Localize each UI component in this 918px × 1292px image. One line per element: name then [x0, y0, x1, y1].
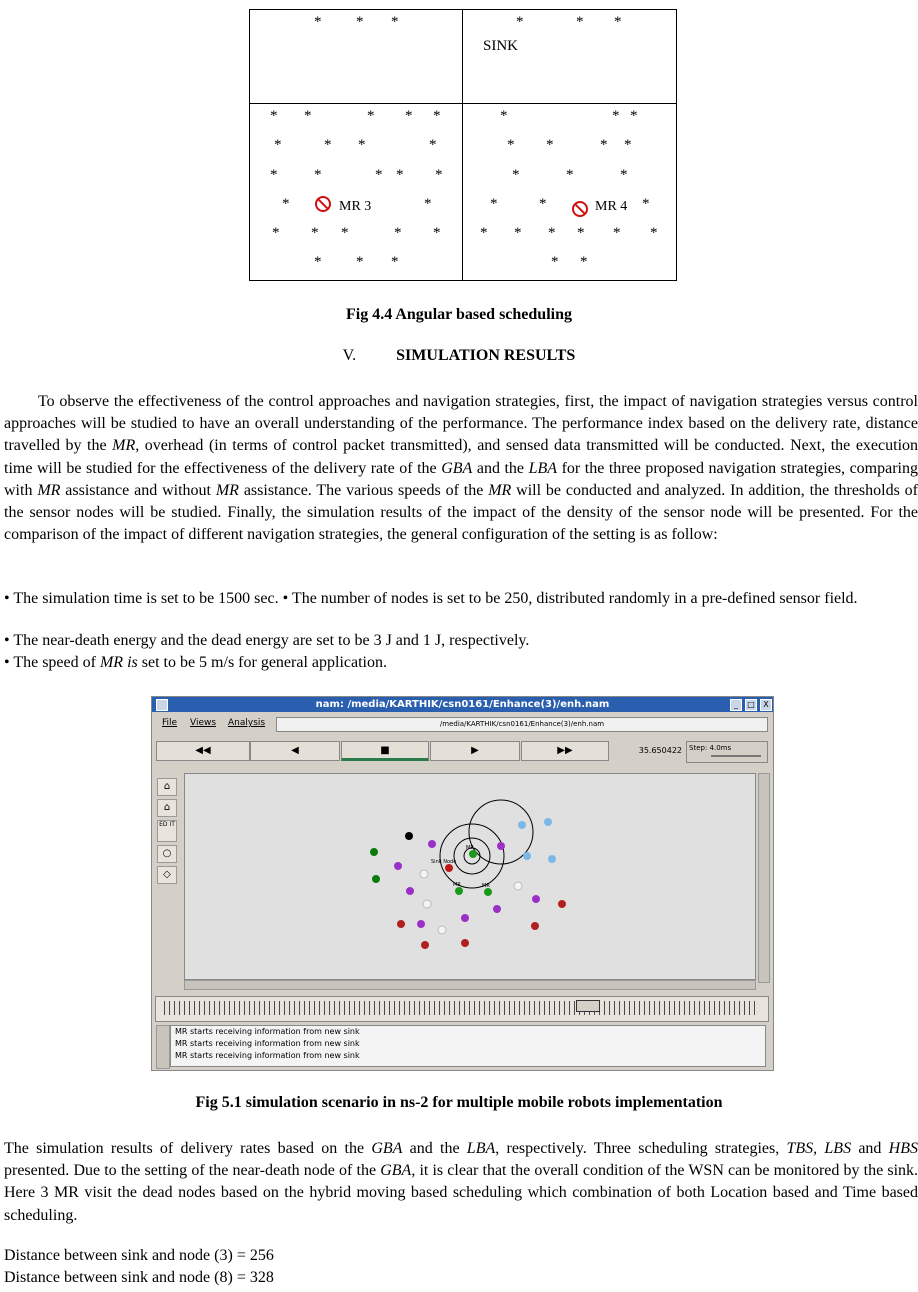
tool-palette: [157, 775, 179, 911]
sensor-star: *: [341, 225, 349, 241]
sensor-star: *: [500, 108, 508, 124]
mr-node-label: MR: [453, 882, 461, 888]
sensor-star: *: [314, 167, 322, 183]
sensor-star: *: [612, 108, 620, 124]
mobile-robot-node: [484, 888, 492, 896]
log-line: MR starts receiving information from new sink: [175, 1039, 360, 1048]
sensor-node: [372, 875, 380, 883]
timeline-ticks: [164, 1001, 759, 1015]
zoom-tool-icon[interactable]: ⌂: [157, 799, 177, 817]
play-button[interactable]: ▶: [430, 741, 520, 761]
sink-node-label: Sink Node: [431, 859, 457, 865]
sensor-node: [405, 832, 413, 840]
canvas-horizontal-scrollbar[interactable]: [184, 980, 756, 990]
menubar: [154, 715, 771, 733]
mobile-robot-node: [455, 887, 463, 895]
sensor-star: *: [391, 14, 399, 30]
log-line: MR starts receiving information from new sink: [175, 1051, 360, 1060]
grid-divider-horizontal: [250, 103, 676, 104]
circle-tool-icon[interactable]: ○: [157, 845, 177, 863]
sensor-star: *: [613, 225, 621, 241]
sensor-star: *: [304, 108, 312, 124]
fast-forward-button[interactable]: ▶▶: [521, 741, 609, 761]
sensor-node: [428, 840, 436, 848]
edit-tool-button[interactable]: ED IT: [157, 820, 177, 842]
sensor-star: *: [433, 108, 441, 124]
sensor-node: [497, 842, 505, 850]
event-log: [170, 1025, 766, 1067]
mobile-robot-node: [469, 850, 477, 858]
sensor-star: *: [512, 167, 520, 183]
log-scrollbar[interactable]: [156, 1025, 170, 1069]
sensor-star: *: [282, 196, 290, 212]
sensor-star: *: [433, 225, 441, 241]
sensor-node: [523, 852, 531, 860]
sensor-star: *: [324, 137, 332, 153]
sensor-star: *: [394, 225, 402, 241]
sensor-star: *: [435, 167, 443, 183]
sensor-node: [406, 887, 414, 895]
bullet-2: • The near-death energy and the dead energy are set to be 3 J and 1 J, respectively.: [4, 632, 530, 649]
sensor-star: *: [566, 167, 574, 183]
sensor-star: *: [614, 14, 622, 30]
sensor-star: *: [630, 108, 638, 124]
fig44-grid: [249, 9, 677, 281]
menu-file[interactable]: File: [162, 718, 178, 728]
sensor-nodes: [370, 818, 566, 949]
stop-button[interactable]: ■: [341, 741, 429, 761]
select-tool-icon[interactable]: ⌂: [157, 778, 177, 796]
sensor-star: *: [274, 137, 282, 153]
sensor-star: *: [311, 225, 319, 241]
timeline-slider[interactable]: [155, 996, 769, 1022]
close-button[interactable]: X: [760, 699, 772, 711]
sensor-node: [518, 821, 526, 829]
sensor-node: [558, 900, 566, 908]
sensor-star: *: [356, 14, 364, 30]
sink-label: SINK: [483, 38, 519, 54]
bullet-3: • The speed of MR is set to be 5 m/s for general application.: [4, 654, 387, 671]
sensor-star: *: [507, 137, 515, 153]
mobile-robot-icon: [315, 196, 331, 212]
mobile-robot-icon: [572, 201, 588, 217]
sensor-star: *: [367, 108, 375, 124]
sensor-node: [531, 922, 539, 930]
distance-line-2: Distance between sink and node (8) = 328: [4, 1269, 274, 1286]
paragraph-1: To observe the effectiveness of the control approaches and navigation strategies, first, the impact of navigation strategies versus control approaches will be studied to have an overall understanding of the performance. The performance index based on the delivery rate, distance travelled by the MR, overhead (in terms of control packet transmitted), and sensed data transmitted will be conducted. Next, the execution time will be studied for the effectiveness of the delivery rate of the GBA and the LBA for the three proposed navigation strategies, comparing with MR assistance and without MR assistance. The various speeds of the MR will be conducted and analyzed. In addition, the thresholds of the sensor nodes will be studied. Finally, the simulation results of the impact of the density of the sensor node will be presented. For the comparison of the impact of different navigation strategies, the general configuration of the setting is as follow:: [4, 393, 918, 544]
mr-node-label: MR: [482, 883, 490, 889]
sensor-star: *: [546, 137, 554, 153]
maximize-button[interactable]: □: [745, 699, 757, 711]
network-topology: [185, 774, 755, 979]
sensor-node: [532, 895, 540, 903]
step-slider-track[interactable]: [711, 755, 761, 757]
sensor-node: [544, 818, 552, 826]
window-menu-icon[interactable]: [156, 699, 168, 711]
mr4-label: MR 4: [595, 199, 628, 214]
sensor-star: *: [424, 196, 432, 212]
sensor-star: *: [396, 167, 404, 183]
sensor-star: *: [600, 137, 608, 153]
sensor-star: *: [391, 254, 399, 270]
step-slider[interactable]: [686, 741, 768, 763]
sensor-star: *: [270, 167, 278, 183]
sensor-star: *: [270, 108, 278, 124]
step-label: Step: 4.0ms: [689, 744, 732, 752]
sensor-star: *: [576, 14, 584, 30]
sensor-star: *: [490, 196, 498, 212]
fig51-caption: Fig 5.1 simulation scenario in ns-2 for multiple mobile robots implementation: [195, 1094, 723, 1111]
simulation-canvas[interactable]: [184, 773, 756, 980]
file-path-field: /media/KARTHIK/csn0161/Enhance(3)/enh.nam: [276, 717, 768, 732]
section-number: V.: [342, 347, 357, 364]
diamond-tool-icon[interactable]: ◇: [157, 866, 177, 884]
sensor-star: *: [356, 254, 364, 270]
sensor-star: *: [539, 196, 547, 212]
sensor-star: *: [620, 167, 628, 183]
mr3-label: MR 3: [339, 199, 372, 214]
sensor-star: *: [272, 225, 280, 241]
sensor-star: *: [516, 14, 524, 30]
sensor-node: [461, 939, 469, 947]
sensor-star: *: [548, 225, 556, 241]
nam-window: [151, 696, 774, 1071]
section-heading: [0, 347, 918, 365]
sink-node: [445, 864, 453, 872]
sensor-star: *: [429, 137, 437, 153]
minimize-button[interactable]: _: [730, 699, 742, 711]
step-back-button[interactable]: ◀: [250, 741, 340, 761]
sensor-star: *: [375, 167, 383, 183]
sensor-node: [397, 920, 405, 928]
rewind-button[interactable]: ◀◀: [156, 741, 250, 761]
menu-views[interactable]: Views: [190, 718, 217, 728]
sensor-star: *: [314, 14, 322, 30]
sensor-star: *: [405, 108, 413, 124]
sensor-star: *: [514, 225, 522, 241]
log-line: MR starts receiving information from new sink: [175, 1027, 360, 1036]
sensor-node: [417, 920, 425, 928]
sensor-node: [461, 914, 469, 922]
distance-line-1: Distance between sink and node (3) = 256: [4, 1247, 274, 1264]
sensor-star: *: [624, 137, 632, 153]
sensor-node: [514, 882, 522, 890]
canvas-vertical-scrollbar[interactable]: [758, 773, 770, 983]
sensor-node: [394, 862, 402, 870]
timeline-thumb[interactable]: [576, 1000, 600, 1012]
sensor-node: [421, 941, 429, 949]
nam-titlebar: nam: /media/KARTHIK/csn0161/Enhance(3)/enh.nam: [152, 697, 773, 712]
sensor-node: [438, 926, 446, 934]
sensor-star: *: [314, 254, 322, 270]
sensor-star: *: [642, 196, 650, 212]
section-title: SIMULATION RESULTS: [396, 347, 576, 364]
sensor-star: *: [580, 254, 588, 270]
sensor-node: [493, 905, 501, 913]
grid-divider-vertical: [462, 10, 463, 280]
paragraph-2: The simulation results of delivery rates based on the GBA and the LBA, respectively. Three scheduling strategies, TBS, LBS and HBS presented. Due to the setting of the near-death node of the GBA, it is clear that the overall condition of the WSN can be monitored by the sink. Here 3 MR visit the dead nodes based on the hybrid moving based scheduling which combination of both Location based and Time based scheduling.: [4, 1140, 918, 1224]
sensor-node: [548, 855, 556, 863]
sensor-node: [420, 870, 428, 878]
mr-node-label: MR: [466, 845, 474, 851]
sensor-star: *: [577, 225, 585, 241]
sensor-node: [423, 900, 431, 908]
sensor-star: *: [551, 254, 559, 270]
time-readout: 35.650422: [638, 746, 682, 755]
fig44-caption: Fig 4.4 Angular based scheduling: [346, 306, 572, 323]
sensor-node: [370, 848, 378, 856]
menu-analysis[interactable]: Analysis: [228, 718, 266, 728]
sensor-star: *: [480, 225, 488, 241]
sensor-star: *: [650, 225, 658, 241]
sensor-star: *: [358, 137, 366, 153]
bullet-1: • The simulation time is set to be 1500 sec. • The number of nodes is set to be 250, distributed randomly in a pre-defined sensor field.: [4, 590, 858, 607]
